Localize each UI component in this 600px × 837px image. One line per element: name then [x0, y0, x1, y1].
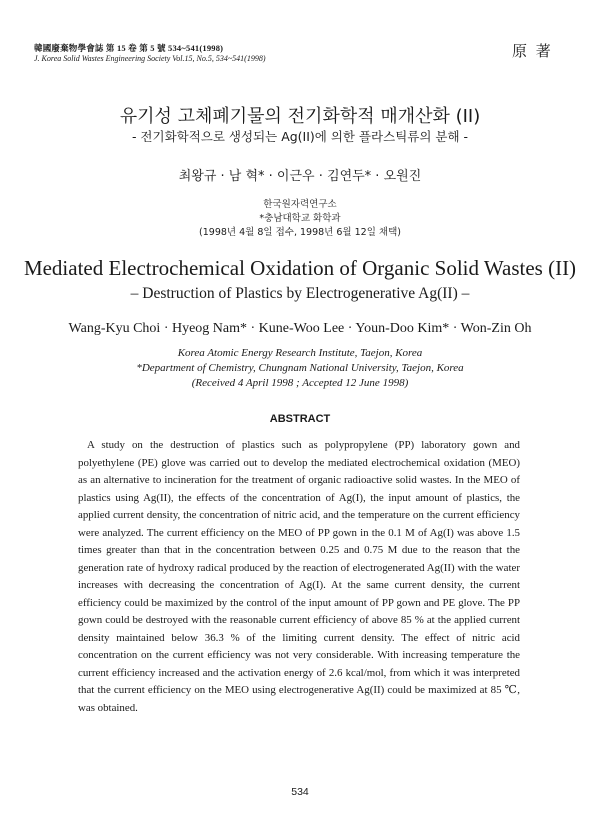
english-authors: Wang-Kyu Choi · Hyeog Nam* · Kune-Woo Lee · Youn-Doo Kim* · Won-Zin Oh [68, 321, 532, 336]
english-received-date: (Received 4 April 1998 ; Accepted 12 June 1998) [191, 377, 409, 389]
english-affiliation-2: *Department of Chemistry, Chungnam National University, Taejon, Korea [136, 362, 464, 374]
abstract-body: A study on the destruction of plastics such as polypropylene (PP) laboratory gown and polyethylene (PE) glove was carried out to develop the mediated electrochemical oxidation (MEO) as an alternative to incineration for the treatment of organic radioactive solid wastes. In the MEO of plastics using Ag(II), the effects of the concentration of Ag(I), the input amount of plastics, the applied current density, the concentration of nitric acid, and the temperature on the current efficiency were analyzed. The current efficiency on the MEO of PP gown in the 0.1 M of Ag(I) was above 1.5 times greater than that in the concentration between 0.25 and 0.75 M due to the reason that the generation rate of hydroxy radical produced by the reaction of electrogenerated Ag(II) with the water increases with decreasing the concentration of Ag(I). At the same current density, the current efficiency could be maximized by the control of the input amount of PP gown and PE glove. The PP gown could be destroyed with the reasonable current efficiency of above 85 % at the applied current density maintained below 36.3 % of the limiting current density. The effect of nitric acid concentration on the current efficiency was not very considerable. With increasing temperature the current efficiency increased and the activation energy of 2.6 kcal/mol, from which it was interpreted that the current efficiency on the MEO using electrogenerative Ag(II) could be maximized at 85 ℃, was obtained. [78, 439, 520, 714]
page-number: 534 [291, 786, 309, 798]
korean-title: 유기성 고체폐기물의 전기화학적 매개산화 (II) [119, 106, 481, 127]
journal-header-english: J. Korea Solid Wastes Engineering Society Vol.15, No.5, 534~541(1998) [34, 54, 266, 63]
english-subtitle: – Destruction of Plastics by Electrogenerative Ag(II) – [130, 285, 470, 302]
article-type-badge: 原 著 [512, 42, 553, 60]
korean-received-date: (1998년 4월 8일 접수, 1998년 6월 12일 채택) [199, 227, 401, 238]
english-title: Mediated Electrochemical Oxidation of Organic Solid Wastes (II) [23, 256, 577, 280]
english-affiliation-1: Korea Atomic Energy Research Institute, Taejon, Korea [177, 347, 423, 359]
journal-header-korean: 韓國廢棄物學會誌 第 15 卷 第 5 號 534~541(1998) [34, 43, 224, 53]
abstract-heading: ABSTRACT [269, 413, 331, 425]
korean-authors: 최왕규 · 남 혁* · 이근우 · 김연두* · 오원진 [178, 169, 422, 184]
korean-affiliation-2: *충남대학교 화학과 [259, 213, 341, 224]
korean-affiliation-1: 한국원자력연구소 [263, 199, 337, 210]
korean-subtitle: - 전기화학적으로 생성되는 Ag(II)에 의한 플라스틱류의 분해 - [131, 129, 469, 144]
